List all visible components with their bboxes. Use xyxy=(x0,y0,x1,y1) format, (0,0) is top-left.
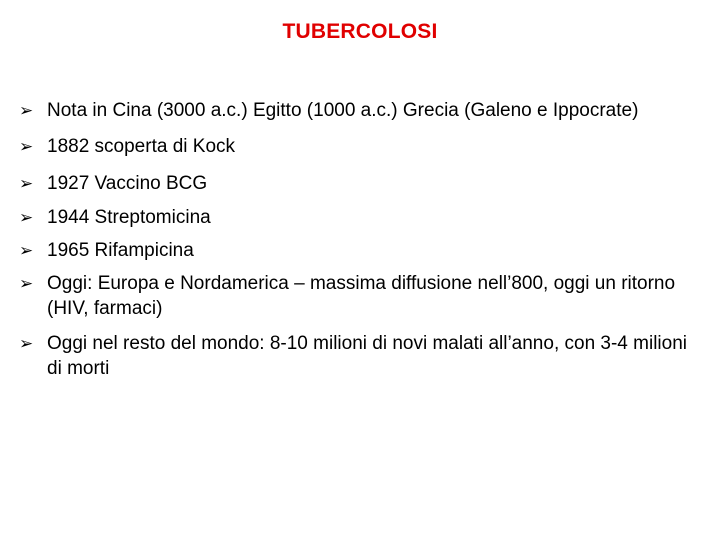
bullet-text: 1882 scoperta di Kock xyxy=(47,136,236,157)
arrowhead-bullet-icon: ➢ xyxy=(19,137,34,156)
bullet-text: 1927 Vaccino BCG xyxy=(47,173,208,194)
bullet-item xyxy=(19,134,699,159)
bullet-text: 1965 Rifampicina xyxy=(47,240,194,261)
arrowhead-bullet-icon: ➢ xyxy=(19,274,34,293)
bullet-item xyxy=(19,98,699,123)
bullet-text: Nota in Cina (3000 a.c.) Egitto (1000 a.c.) Grecia (Galeno e Ippocrate) xyxy=(47,100,639,121)
bullet-item xyxy=(19,205,699,230)
bullet-text: 1944 Streptomicina xyxy=(47,207,211,228)
slide-title: TUBERCOLOSI xyxy=(282,20,438,43)
arrowhead-bullet-icon: ➢ xyxy=(19,174,34,193)
bullet-list xyxy=(19,98,699,381)
arrowhead-bullet-icon: ➢ xyxy=(19,334,34,353)
bullet-item xyxy=(19,238,699,263)
bullet-item xyxy=(19,171,699,196)
bullet-text: Oggi: Europa e Nordamerica – massima diffusione nell’800, oggi un ritorno (HIV, farmaci) xyxy=(47,273,676,319)
bullet-item xyxy=(19,271,699,321)
arrowhead-bullet-icon: ➢ xyxy=(19,208,34,227)
bullet-item xyxy=(19,331,699,381)
arrowhead-bullet-icon: ➢ xyxy=(19,101,34,120)
arrowhead-bullet-icon: ➢ xyxy=(19,241,34,260)
bullet-text: Oggi nel resto del mondo: 8-10 milioni di novi malati all’anno, con 3-4 milioni di morti xyxy=(47,333,687,379)
